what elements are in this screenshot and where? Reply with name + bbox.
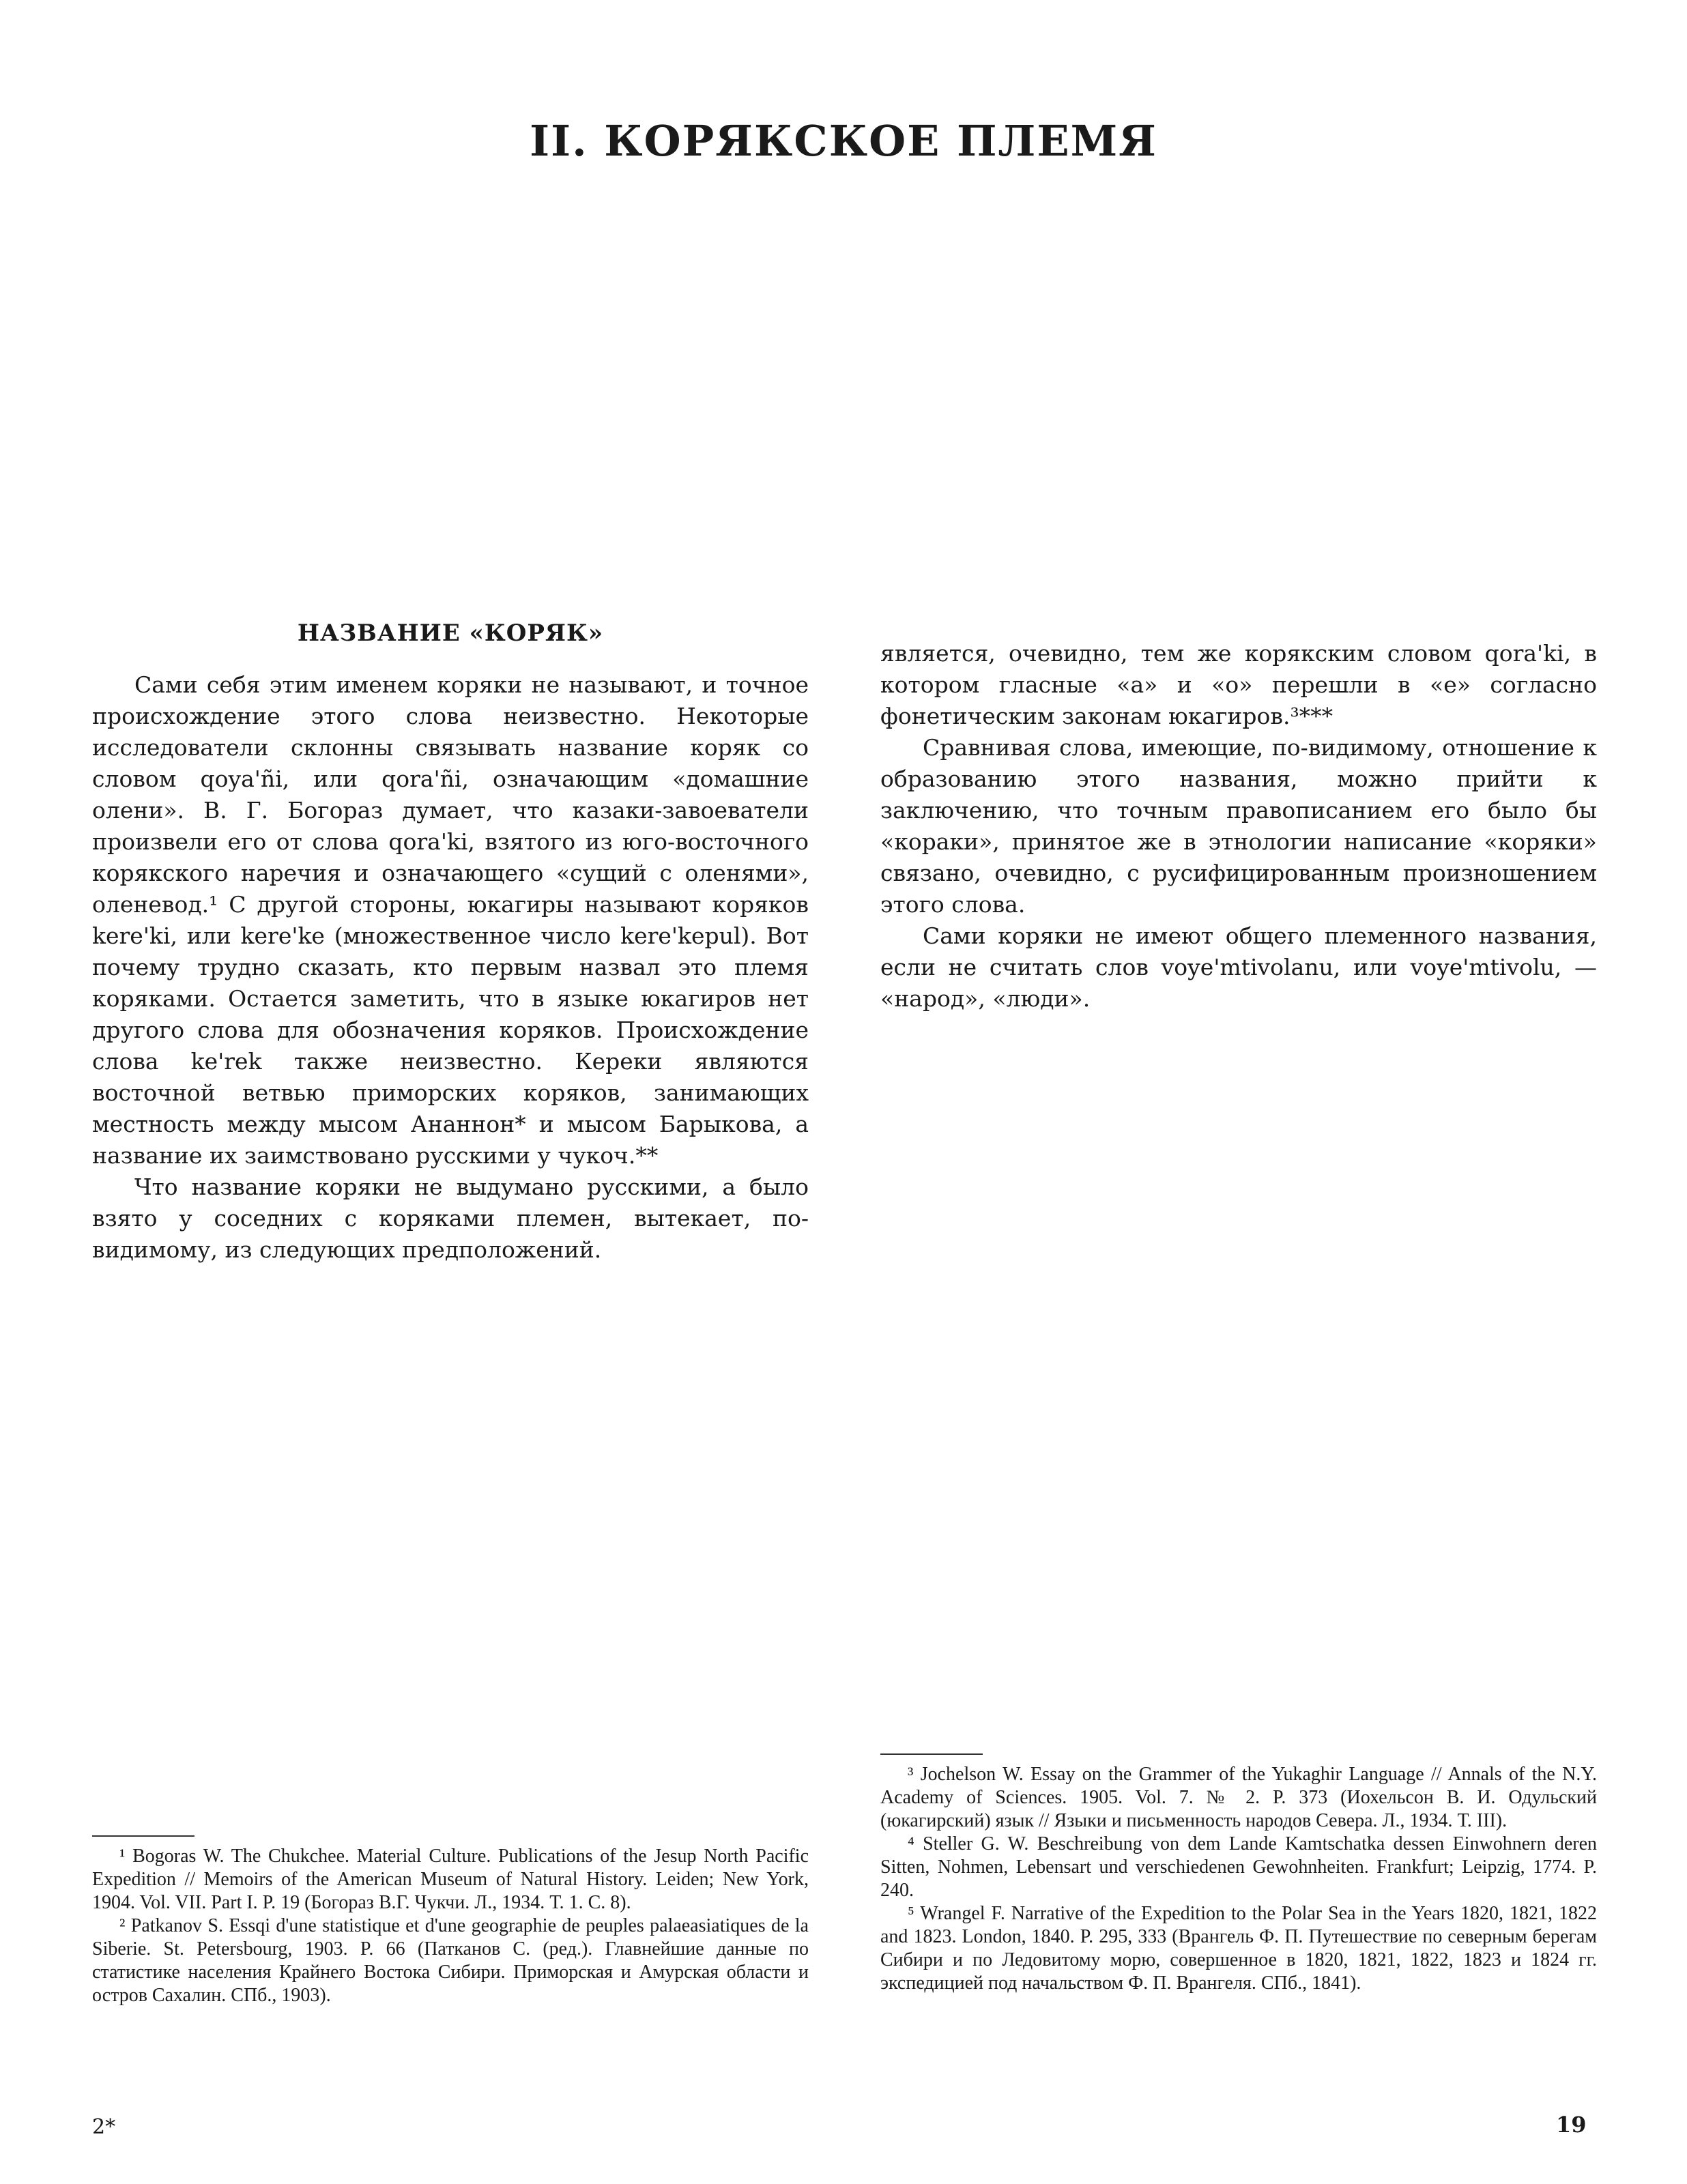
section-heading: НАЗВАНИЕ «КОРЯК» — [297, 620, 604, 647]
right-paragraph-3: Сами коряки не имеют общего племенного названия, если не считать слов voye'mtivolanu, или voye'mtivolu, — «народ», «люди». — [880, 922, 1597, 1012]
footnote-rule-right — [880, 1753, 983, 1755]
footnotes-left — [92, 1835, 809, 2007]
footnote-3: ³ Jochelson W. Essay on the Grammer of the Yukaghir Language // Annals of the N.Y. Academy of Sciences. 1905. Vol. 7. № 2. P. 373 (Иохельсон В. И. Одульский (юкагирский) язык // Языки и письменность народов Севера. Л., 1934. Т. III). — [880, 1764, 1597, 1831]
right-paragraph-1: является, очевидно, тем же корякским словом qora'ki, в котором гласные «а» и «о» перешли в «е» согласно фонетическим законам юкагиров.³*** — [880, 640, 1597, 729]
left-paragraph-2: Что название коряки не выдумано русскими, а было взято у соседних с коряками племен, вытекает, по-видимому, из следующих предположений. — [92, 1174, 809, 1263]
footnotes-right — [880, 1753, 1597, 1995]
footnote-5: ⁵ Wrangel F. Narrative of the Expedition to the Polar Sea in the Years 1820, 1821, 1822 and 1823. London, 1840. P. 295, 333 (Врангель Ф. П. Путешествие по северным берегам Сибири и по Ледовитому морю, совершенное в 1820, 1821, 1822, 1823 и 1824 гг. экспедицией под начальством Ф. П. Врангеля. СПб., 1841). — [880, 1903, 1597, 1994]
footnote-rule-left — [92, 1835, 194, 1837]
right-paragraph-2: Сравнивая слова, имеющие, по-видимому, отношение к образованию этого названия, можно прийти к заключению, что точным правописанием его было бы «кораки», принятое же в этнологии написание «коряки» связано, очевидно, с русифицированным произношением этого слова. — [880, 734, 1597, 918]
left-column — [92, 617, 809, 1266]
right-column — [880, 638, 1597, 1015]
signature-mark: 2* — [92, 2115, 116, 2139]
chapter-title: II. КОРЯКСКОЕ ПЛЕМЯ — [530, 116, 1157, 166]
footnote-2: ² Patkanov S. Essqi d'une statistique et d'une geographie de peuples palaeasiatiques de la Siberie. St. Petersbourg, 1903. P. 66 (Патканов С. (ред.). Главнейшие данные по статистике населения Крайнего Востока Сибири. Приморская и Амурская области и остров Сахалин. СПб., 1903). — [92, 1915, 809, 2006]
page-number: 19 — [1556, 2112, 1587, 2138]
left-paragraph-1: Сами себя этим именем коряки не называют, и точное происхождение этого слова неизвестно. Некоторые исследователи склонны связывать название коряк со словом qoya'ñi, или qora'ñi, означающим «домашние олени». В. Г. Богораз думает, что казаки-завоеватели произвели его от слова qora'ki, взятого из юго-восточного корякского наречия и означающего «сущий с оленями», оленевод.¹ С другой стороны, юкагиры называют коряков kere'ki, или kere'ke (множественное число kere'kepul). Вот почему трудно сказать, кто первым назвал это племя коряками. Остается заметить, что в языке юкагиров нет другого слова для обозначения коряков. Происхождение слова ke'rek также неизвестно. Кереки являются восточной ветвью приморских коряков, занимающих местность между мысом Ананнон* и мысом Барыкова, а название их заимствовано русскими у чукоч.** — [92, 671, 809, 1169]
footnote-1: ¹ Bogoras W. The Chukchee. Material Culture. Publications of the Jesup North Pacific Expedition // Memoirs of the American Museum of Natural History. Leiden; New York, 1904. Vol. VII. Part I. P. 19 (Богораз В.Г. Чукчи. Л., 1934. Т. 1. С. 8). — [92, 1846, 809, 1913]
footnote-4: ⁴ Steller G. W. Beschreibung von dem Lande Kamtschatka dessen Einwohnern deren Sitten, Nohmen, Lebensart und verschiedenen Gewohnheiten. Frankfurt; Leipzig, 1774. P. 240. — [880, 1833, 1597, 1901]
